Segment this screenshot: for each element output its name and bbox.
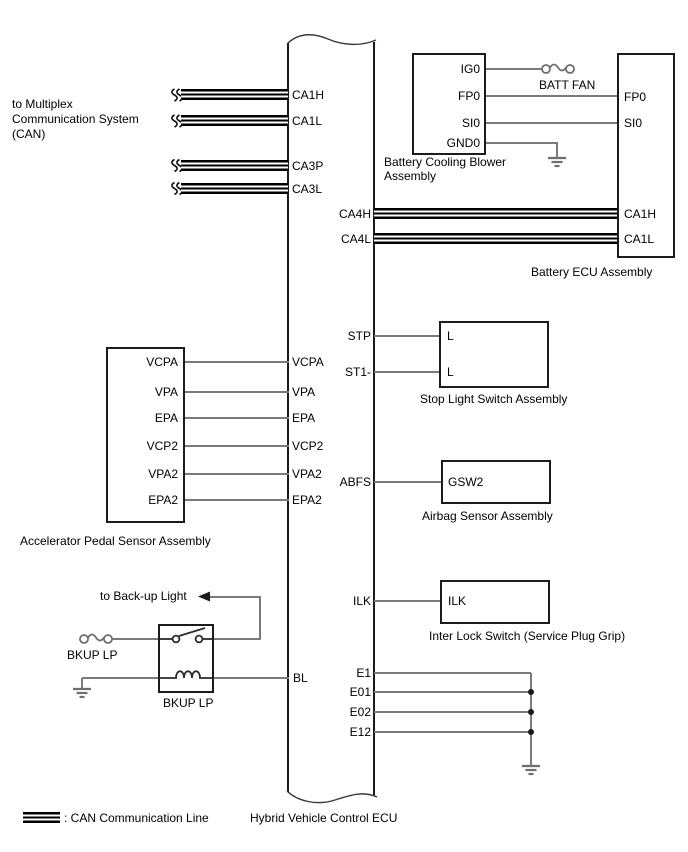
ecu-pin-ca1l: CA1L [292, 114, 323, 128]
can-bar-ca4h [374, 208, 618, 219]
ecu-pin-e1: E1 [356, 666, 371, 680]
ecu-pin-ca3p: CA3P [292, 159, 324, 173]
ecu-pin-stp: STP [347, 329, 371, 343]
can-bar-ca1l [181, 115, 288, 126]
ground-icon-bkup [73, 689, 91, 697]
interlock-caption: Inter Lock Switch (Service Plug Grip) [429, 629, 626, 643]
ecu-pin-vcp2: VCP2 [292, 439, 324, 453]
blower-caption [384, 155, 506, 183]
arrow-left-icon [198, 592, 210, 602]
ground-icon-gnd0 [548, 158, 566, 166]
backup-light-note: to Back-up Light [100, 589, 187, 603]
multiplex-note-line3: (CAN) [12, 127, 46, 141]
accel-pin-vcp2: VCP2 [146, 439, 178, 453]
ecu-pin-ca3l: CA3L [292, 182, 323, 196]
can-bar-ca4l [374, 233, 618, 244]
ecu-pin-e01: E01 [349, 685, 371, 699]
battery-ecu-box [617, 53, 675, 258]
blower-caption-line2: Assembly [384, 169, 437, 183]
ecu-pin-ca4h: CA4H [338, 207, 371, 221]
blower-pin-ig0: IG0 [460, 62, 480, 76]
multiplex-note [12, 97, 139, 142]
airbag-pin-gsw2: GSW2 [448, 475, 484, 489]
ecu-pin-epa: EPA [292, 411, 316, 425]
can-bar-ca3l [181, 183, 288, 194]
ecu-pin-bl: BL [293, 671, 308, 685]
stop-light-pin-l-top: L [447, 329, 454, 343]
battery-ecu-pin-ca1h: CA1H [624, 207, 657, 221]
battery-ecu-pin-si0: SI0 [624, 116, 643, 130]
stop-light-switch-box [439, 321, 549, 388]
ecu-pin-epa2: EPA2 [292, 493, 322, 507]
ecu-pin-e12: E12 [349, 725, 371, 739]
airbag-caption: Airbag Sensor Assembly [422, 509, 553, 523]
bkup-lp-relay-caption: BKUP LP [163, 696, 214, 710]
accel-pin-vpa: VPA [154, 385, 178, 399]
can-bar-ca1h [181, 89, 288, 100]
blower-pin-si0: SI0 [461, 116, 480, 130]
ecu-pin-e02: E02 [349, 705, 371, 719]
bkup-lp-relay-box [158, 624, 214, 693]
battery-ecu-caption: Battery ECU Assembly [531, 265, 653, 279]
blower-pin-gnd0: GND0 [446, 136, 480, 150]
stop-light-pin-l-bottom: L [447, 365, 454, 379]
ecu-pin-vpa2: VPA2 [292, 467, 322, 481]
ecu-caption: Hybrid Vehicle Control ECU [250, 811, 398, 825]
accel-pin-vpa2: VPA2 [148, 467, 178, 481]
ecu-pin-ca4l: CA4L [340, 232, 371, 246]
multiplex-note-line2: Communication System [12, 112, 139, 126]
accel-caption: Accelerator Pedal Sensor Assembly [20, 534, 211, 548]
bkup-lp-fuse-icon [80, 635, 112, 644]
battery-ecu-pin-ca1l: CA1L [624, 232, 655, 246]
can-bar-ca3p [181, 160, 288, 171]
can-break-icon [172, 89, 182, 195]
blower-pin-fp0: FP0 [457, 89, 480, 103]
ecu-pin-ilk: ILK [352, 594, 371, 608]
battery-ecu-pin-fp0: FP0 [624, 90, 647, 104]
multiplex-note-line1: to Multiplex [12, 97, 73, 111]
legend-can-label: : CAN Communication Line [64, 811, 209, 825]
blower-caption-line1: Battery Cooling Blower [384, 155, 507, 169]
interlock-pin-ilk: ILK [448, 594, 467, 608]
ground-icon-e [522, 766, 540, 774]
accel-pin-epa2: EPA2 [148, 493, 178, 507]
batt-fan-fuse-icon [542, 65, 574, 74]
ecu-pin-ca1h: CA1H [292, 88, 325, 102]
batt-fan-fuse-label: BATT FAN [539, 78, 596, 92]
ecu-pin-abfs: ABFS [339, 475, 371, 489]
bkup-lp-fuse-label: BKUP LP [67, 648, 118, 662]
accel-pin-epa: EPA [154, 411, 178, 425]
ecu-pin-vcpa: VCPA [292, 355, 324, 369]
stop-light-caption: Stop Light Switch Assembly [420, 392, 568, 406]
ecu-pin-vpa: VPA [292, 385, 316, 399]
ecu-pin-st1: ST1- [344, 365, 371, 379]
legend-can-bar [23, 812, 60, 823]
accel-pin-vcpa: VCPA [146, 355, 178, 369]
